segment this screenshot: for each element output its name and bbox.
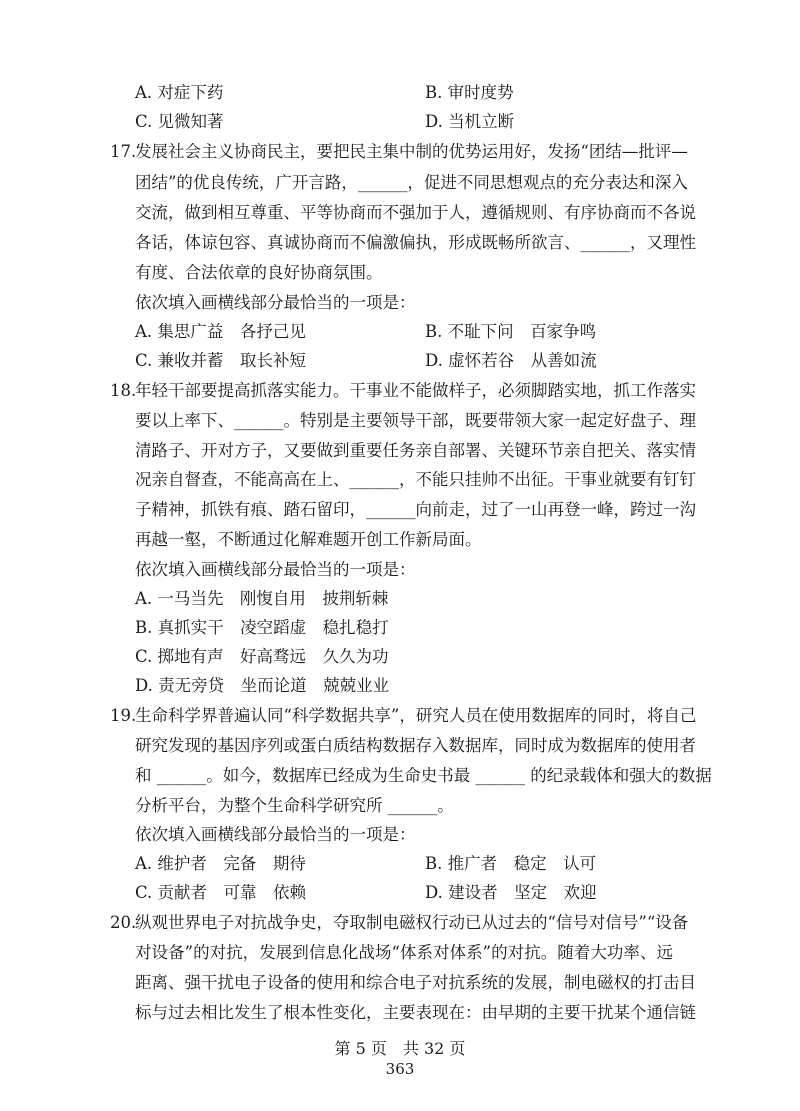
question-text-line: 再越一壑，不断通过化解难题开创工作新局面。: [135, 530, 482, 549]
q19-option-a: A. 维护者 完备 期待: [135, 854, 306, 873]
q18-option-b: B. 真抓实干 凌空蹈虚 稳扎稳打: [135, 618, 389, 637]
question-text-line: 生命科学界普遍认同“科学数据共享”，研究人员在使用数据库的同时，将自己: [135, 706, 697, 725]
q16-option-c: C. 见微知著: [135, 112, 224, 131]
question-text-line: 清路子、开对方子，又要做到重要任务亲自部署、关键环节亲自把关、落实情: [135, 441, 696, 460]
question-number: 19.: [110, 706, 137, 725]
question-text-line: 和 ______。如今，数据库已经成为生命史书最 ______ 的纪录载体和强大的数据: [135, 766, 712, 785]
q17-option-a: A. 集思广益 各抒己见: [135, 322, 306, 341]
question-text-line: 分析平台，为整个生命科学研究所 ______。: [135, 796, 454, 815]
q18-option-c: C. 掷地有声 好高骛远 久久为功: [135, 647, 389, 666]
question-text-line: 要以上率下、______。特别是主要领导干部，既要带领大家一起定好盘子、理: [135, 411, 696, 430]
question-prompt: 依次填入画横线部分最恰当的一项是：: [135, 560, 416, 579]
question-text-line: 标与过去相比发生了根本性变化，主要表现在：由早期的主要干扰某个通信链: [135, 1003, 696, 1022]
question-text-line: 交流，做到相互尊重、平等协商而不强加于人，遵循规则、有序协商而不各说: [135, 203, 696, 222]
page-count-label: 第 5 页 共 32 页: [334, 1039, 466, 1058]
q19-option-b: B. 推广者 稳定 认可: [425, 854, 597, 873]
q17-option-b: B. 不耻下问 百家争鸣: [425, 322, 597, 341]
question-text-line: 团结”的优良传统，广开言路，______，促进不同思想观点的充分表达和深入: [135, 173, 688, 192]
q18-option-a: A. 一马当先 刚愎自用 披荆斩棘: [135, 589, 389, 608]
question-text-line: 子精神，抓铁有痕、踏石留印，______向前走，过了一山再登一峰，跨过一沟: [135, 500, 696, 519]
question-number: 20.: [110, 913, 137, 932]
question-text-line: 距离、强干扰电子设备的使用和综合电子对抗系统的发展，制电磁权的打击目: [135, 973, 696, 992]
q16-option-b: B. 审时度势: [425, 83, 514, 102]
q18-option-d: D. 责无旁贷 坐而论道 兢兢业业: [135, 676, 390, 695]
q17-option-c: C. 兼收并蓄 取长补短: [135, 351, 307, 370]
question-text-line: 对设备”的对抗，发展到信息化战场“体系对体系”的对抗。随着大功率、远: [135, 943, 673, 962]
q17-option-d: D. 虚怀若谷 从善如流: [425, 351, 597, 370]
q19-option-d: D. 建设者 坚定 欢迎: [425, 883, 597, 902]
question-text-line: 有度、合法依章的良好协商氛围。: [135, 263, 383, 282]
q16-option-a: A. 对症下药: [135, 83, 224, 102]
question-number: 17.: [110, 142, 137, 161]
question-text-line: 研究发现的基因序列或蛋白质结构数据存入数据库，同时成为数据库的使用者: [135, 736, 696, 755]
q19-option-c: C. 贡献者 可靠 依赖: [135, 883, 307, 902]
question-text-line: 年轻干部要提高抓落实能力。干事业不能做样子，必须脚踏实地，抓工作落实: [135, 381, 696, 400]
question-prompt: 依次填入画横线部分最恰当的一项是：: [135, 293, 416, 312]
question-prompt: 依次填入画横线部分最恰当的一项是：: [135, 825, 416, 844]
question-text-line: 况亲自督查，不能高高在上、______，不能只挂帅不出征。干事业就要有钉钉: [135, 470, 696, 489]
question-text-line: 发展社会主义协商民主，要把民主集中制的优势运用好，发扬“团结—批评—: [135, 142, 688, 161]
question-number: 18.: [110, 381, 137, 400]
q16-option-d: D. 当机立断: [425, 112, 515, 131]
question-text-line: 各话，体谅包容、真诚协商而不偏激偏执，形成既畅所欲言、______，又理性: [135, 233, 696, 252]
page-number: 363: [385, 1060, 415, 1078]
question-text-line: 纵观世界电子对抗战争史，夺取制电磁权行动已从过去的“信号对信号”“设备: [135, 913, 689, 932]
